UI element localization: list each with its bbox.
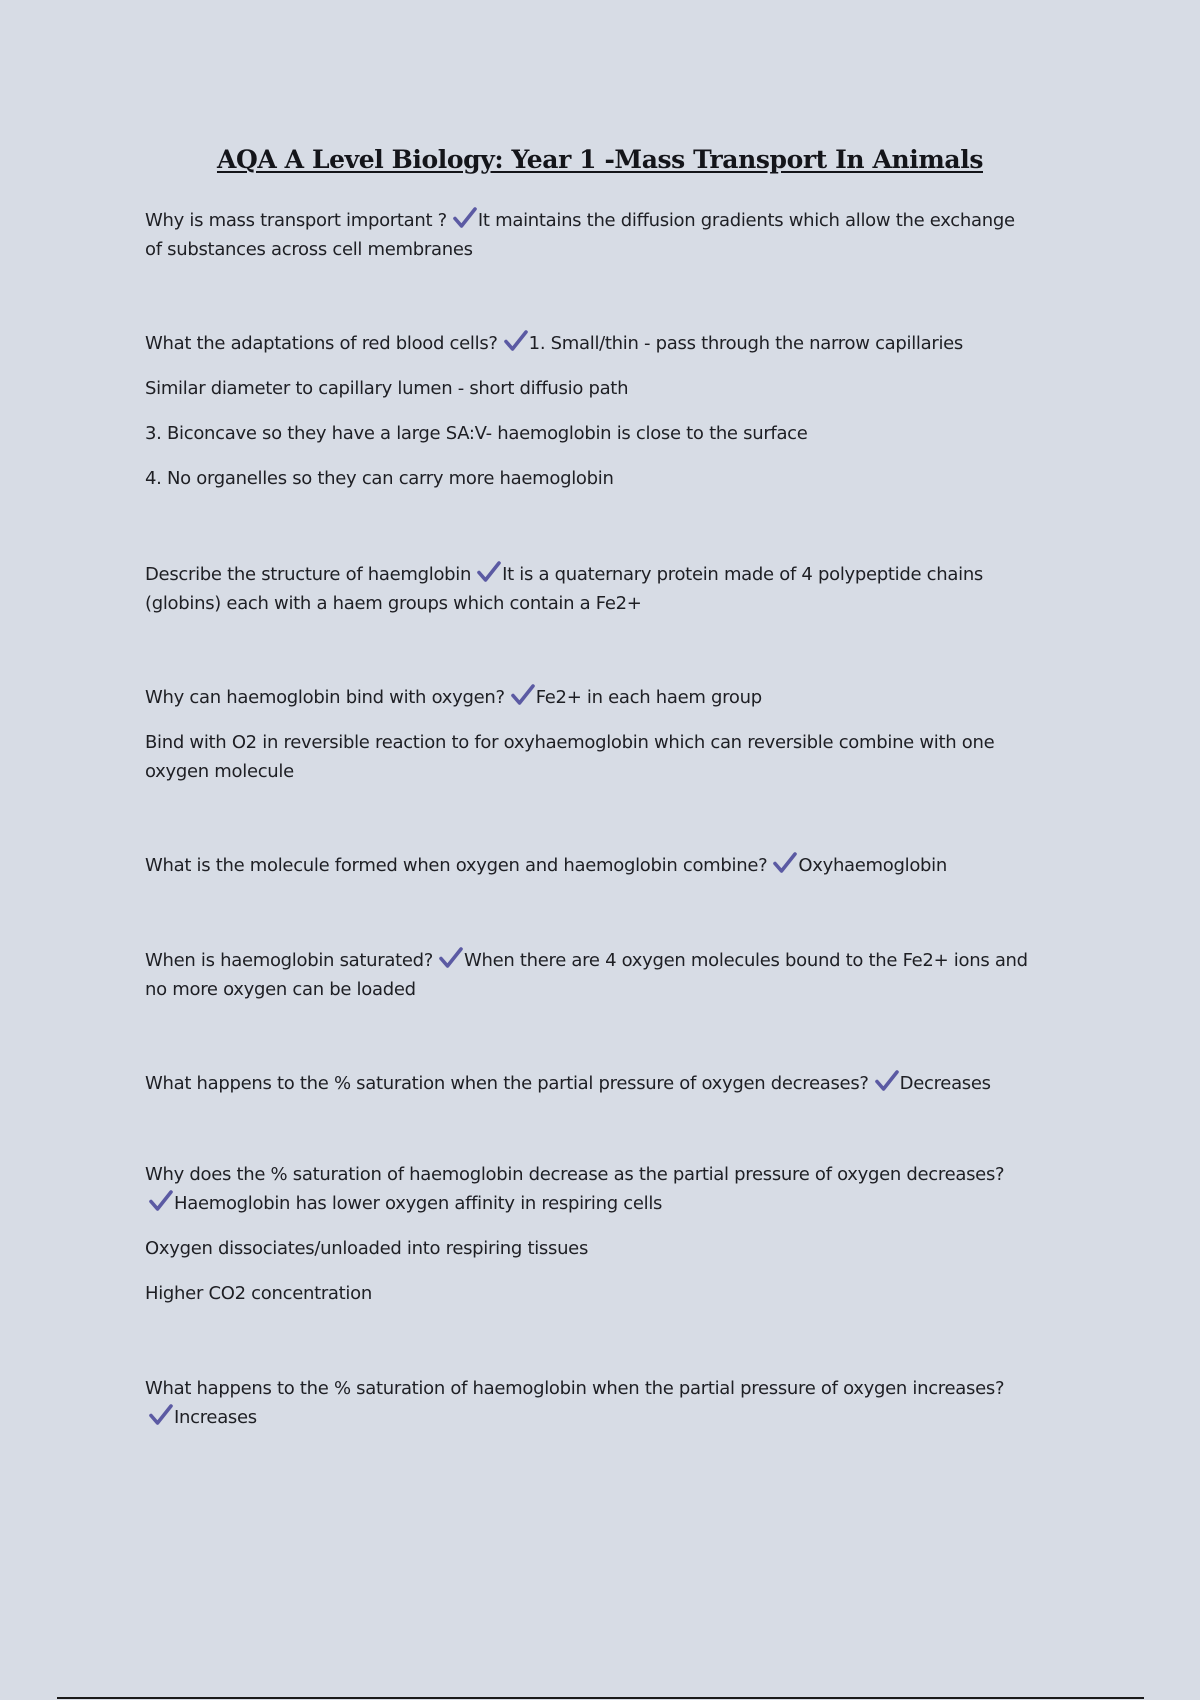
qa-item [145,683,1065,786]
qa-line [145,1189,1065,1218]
check-icon [149,1190,173,1212]
check-icon [875,1070,899,1092]
answer-point: Bind with O2 in reversible reaction to for oxyhaemoglobin which can reversible combine with one [145,732,995,753]
answer-point: Oxygen dissociates/unloaded into respiring tissues [145,1238,589,1259]
page-title: AQA A Level Biology: Year 1 -Mass Transport In Animals [216,145,983,174]
answer-text: Oxyhaemoglobin [798,855,947,876]
qa-line [145,329,1065,358]
qa-item [145,206,1065,264]
check-icon [773,852,797,874]
qa-item [145,1374,1065,1432]
question-text: What is the molecule formed when oxygen and haemoglobin combine? [145,855,768,876]
answer-text: Decreases [899,1073,991,1094]
footer-rule [57,1697,1144,1699]
answer-continuation: oxygen molecule [145,761,294,782]
answer-text: Increases [174,1407,257,1428]
question-text: What happens to the % saturation when the partial pressure of oxygen decreases? [145,1073,869,1094]
question-text: Why is mass transport important ? [145,210,447,231]
answer-point: Higher CO2 concentration [145,1283,372,1304]
question-text: Why can haemoglobin bind with oxygen? [145,687,505,708]
qa-line [145,1403,1065,1432]
qa-item [145,946,1065,1004]
question-text: When is haemoglobin saturated? [145,950,433,971]
qa-item [145,329,1065,493]
answer-continuation: no more oxygen can be loaded [145,979,416,1000]
question-text: Describe the structure of haemglobin [145,564,472,585]
answer-text: 1. Small/thin - pass through the narrow capillaries [528,333,964,354]
question-text: What happens to the % saturation of haemoglobin when the partial pressure of oxygen increases? [145,1378,1005,1399]
qa-line [145,560,1065,589]
qa-line [145,851,1065,880]
answer-point: Similar diameter to capillary lumen - short diffusio path [145,378,629,399]
qa-item [145,1160,1065,1308]
qa-item [145,560,1065,618]
check-icon [149,1404,173,1426]
check-icon [453,207,477,229]
question-text: What the adaptations of red blood cells? [145,333,498,354]
answer-continuation: (globins) each with a haem groups which contain a Fe2+ [145,593,642,614]
answer-continuation: of substances across cell membranes [145,239,473,260]
check-icon [439,947,463,969]
qa-line [145,683,1065,712]
qa-line [145,1069,1065,1098]
answer-point: 4. No organelles so they can carry more haemoglobin [145,468,614,489]
answer-text: Haemoglobin has lower oxygen affinity in respiring cells [174,1193,663,1214]
answer-text: When there are 4 oxygen molecules bound to the Fe2+ ions and [463,950,1028,971]
answer-text: Fe2+ in each haem group [535,687,762,708]
answer-text: It maintains the diffusion gradients which allow the exchange [477,210,1015,231]
qa-item [145,1069,1065,1098]
qa-item [145,851,1065,880]
check-icon [511,684,535,706]
check-icon [504,330,528,352]
question-text: Why does the % saturation of haemoglobin decrease as the partial pressure of oxygen decreases? [145,1164,1005,1185]
check-icon [477,561,501,583]
answer-point: 3. Biconcave so they have a large SA:V- haemoglobin is close to the surface [145,423,808,444]
answer-text: It is a quaternary protein made of 4 polypeptide chains [502,564,984,585]
qa-line [145,946,1065,975]
qa-line [145,206,1065,235]
